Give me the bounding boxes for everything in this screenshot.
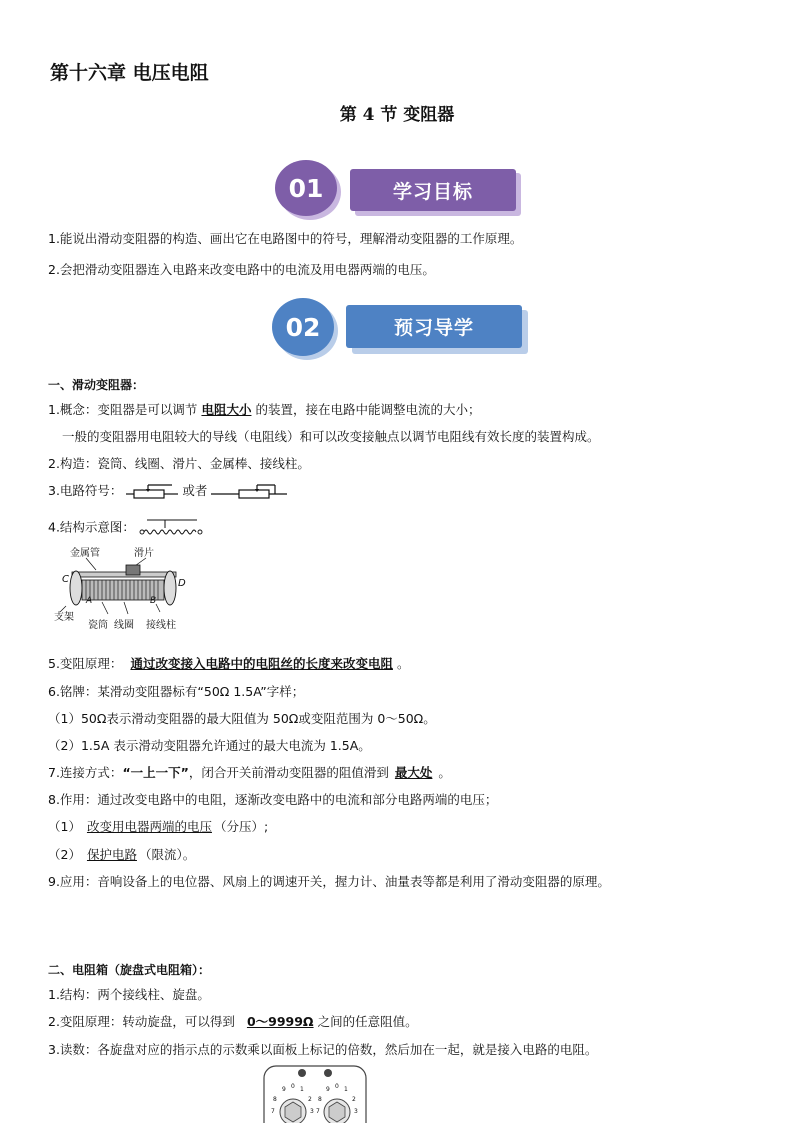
dial-left-0: 0: [291, 1083, 295, 1090]
structure-line: 2.构造：瓷筒、线圈、滑片、金属棒、接线柱。: [48, 456, 310, 471]
role-1-blank: 改变用电器两端的电压: [86, 819, 212, 834]
role-2-blank: 保护电路: [86, 847, 137, 862]
badge-label: 学习目标: [350, 169, 516, 211]
box-principle-blank: 0～9999Ω: [246, 1014, 314, 1029]
objective-1: 1.能说出滑动变阻器的构造、画出它在电路图中的符号，理解滑动变阻器的工作原理。: [48, 231, 523, 246]
concept-blank: 电阻大小: [201, 402, 252, 417]
principle-line: [48, 655, 409, 673]
rheostat-symbol-2: [211, 483, 287, 501]
objective-2: 2.会把滑动变阻器连入电路来改变电路中的电流及用电器两端的电压。: [48, 262, 435, 277]
dial-right-3: 3: [354, 1108, 358, 1115]
dial-right-9: 9: [326, 1086, 330, 1093]
label-terminal: 接线柱: [146, 620, 176, 631]
box-reading: 3.读数：各旋盘对应的指示点的示数乘以面板上标记的倍数，然后加在一起，就是接入电路的电阻。: [48, 1042, 598, 1057]
badge-label: 预习导学: [346, 305, 522, 348]
application-line: 9.应用：音响设备上的电位器、风扇上的调速开关，握力计、油量表等都是利用了滑动变阻器的原理。: [48, 874, 610, 889]
badge-learning-goals: [275, 160, 520, 216]
resistance-box-figure: [262, 1064, 368, 1123]
label-coil: 线圈: [114, 620, 134, 631]
dial-right-0: 0: [335, 1083, 339, 1090]
role-2-post: （限流）。: [138, 847, 196, 862]
label-slider: 滑片: [134, 548, 154, 559]
rheostat-schematic: [139, 518, 203, 538]
connect-blank: 最大处: [394, 765, 433, 780]
role-1-pre: （1）: [48, 819, 81, 834]
label-tube: 瓷筒: [88, 620, 108, 631]
principle-blank: 通过改变接入电路中的电阻丝的长度来改变电阻: [130, 656, 393, 671]
label-c: C: [62, 574, 69, 585]
dial-right-2: 2: [352, 1096, 356, 1103]
dial-left-2: 2: [308, 1096, 312, 1103]
box-principle-post: 之间的任意阻值。: [317, 1014, 418, 1029]
nameplate-2: （2）1.5A 表示滑动变阻器允许通过的最大电流为 1.5A。: [48, 738, 371, 753]
role-line: 8.作用：通过改变电路中的电阻，逐渐改变电路中的电流和部分电路两端的电压；: [48, 792, 498, 807]
label-a: A: [86, 596, 93, 606]
dial-right-1: 1: [344, 1086, 348, 1093]
role-2: [48, 846, 195, 864]
label-metal-rod: 金属管: [70, 548, 100, 559]
symbol-label: 3.电路符号：: [48, 483, 123, 498]
part1-heading: 一、滑动变阻器：: [48, 378, 145, 392]
rheostat-symbol-1: [126, 483, 178, 501]
dial-left-9: 9: [282, 1086, 286, 1093]
role-1: [48, 818, 268, 836]
dial-left-7: 7: [271, 1108, 275, 1115]
diagram-line: [48, 518, 203, 538]
connect-post: 。: [438, 765, 451, 780]
label-d: D: [178, 578, 186, 589]
nameplate-1: （1）50Ω表示滑动变阻器的最大阻值为 50Ω或变阻范围为 0～50Ω。: [48, 711, 436, 726]
concept-line2: 一般的变阻器用电阻较大的导线（电阻线）和可以改变接触点以调节电阻线有效长度的装置构成。: [62, 429, 600, 444]
part2-heading: 二、电阻箱（旋盘式电阻箱）：: [48, 963, 211, 977]
section-title: 第 4 节 变阻器: [339, 105, 455, 125]
concept-pre: 1.概念：变阻器是可以调节: [48, 402, 198, 417]
connect-bold: “一上一下”: [122, 765, 189, 780]
role-2-pre: （2）: [48, 847, 81, 862]
concept-line: [48, 401, 480, 419]
dial-right-7: 7: [316, 1108, 320, 1115]
dial-left-8: 8: [273, 1096, 277, 1103]
role-1-post: （分压）;: [213, 819, 269, 834]
badge-number: 01: [275, 160, 337, 216]
chapter-title: 第十六章 电压电阻: [50, 62, 209, 84]
symbol-or: 或者: [182, 483, 208, 498]
connect-mid: ，闭合开关前滑动变阻器的阻值滑到: [188, 765, 389, 780]
label-b: B: [150, 596, 157, 606]
box-principle-pre: 2.变阻原理：转动旋盘，可以得到: [48, 1014, 235, 1029]
principle-post: 。: [396, 656, 410, 671]
dial-right-8: 8: [318, 1096, 322, 1103]
diagram-label: 4.结构示意图：: [48, 519, 135, 535]
dial-left-1: 1: [300, 1086, 304, 1093]
nameplate-line: 6.铭牌：某滑动变阻器标有“50Ω 1.5A”字样；: [48, 684, 305, 699]
badge-number: 02: [272, 298, 334, 356]
rheostat-figure: [52, 544, 192, 632]
symbol-line: [48, 482, 287, 501]
label-stand: 支架: [54, 612, 74, 623]
resistance-box-drawing: [262, 1064, 368, 1123]
dial-left-3: 3: [310, 1108, 314, 1115]
connect-line: [48, 764, 451, 782]
connect-pre: 7.连接方式：: [48, 765, 123, 780]
badge-preview-guide: [272, 298, 527, 356]
concept-post: 的装置，接在电路中能调整电流的大小；: [255, 402, 481, 417]
principle-pre: 5.变阻原理：: [48, 656, 123, 671]
box-structure: 1.结构：两个接线柱、旋盘。: [48, 987, 210, 1002]
box-principle: [48, 1013, 418, 1031]
